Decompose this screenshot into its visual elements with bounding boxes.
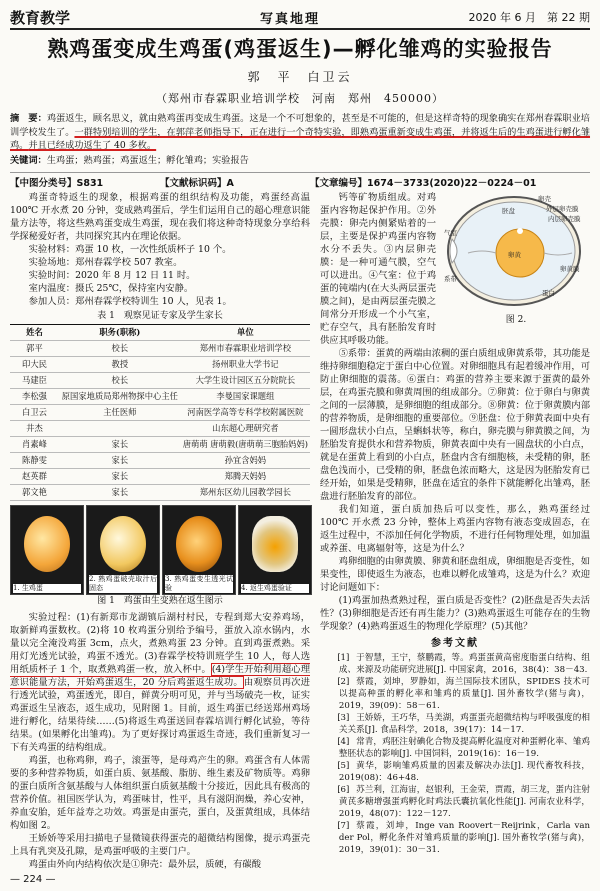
table-caption: 表 1 观察见证专家及学生家长 [97,311,223,321]
photo-caption: 1. 生鸡蛋 [13,584,81,593]
table-cell: 赵英群 [10,469,59,485]
table-row [10,373,310,389]
article-title: 熟鸡蛋变成生鸡蛋(鸡蛋返生)—孵化雏鸡的实验报告 [47,37,553,61]
reference-number: [2] [337,677,350,687]
reference-number: [3] [337,713,350,723]
reference-item [320,676,590,712]
reference-text: 苏兰利，江海宙，赵银利，王金荣，贾霞，胡三龙，蛋内注射黄芪多糖增强蛋鸡孵化时鸡法氏囊抗氧化性能[J]. 河南农业科学，2019，48(07)：122－127. [338,785,590,819]
reference-number: [4] [337,737,350,747]
photo-cooked-egg [86,505,160,595]
reference-number: [6] [337,785,350,795]
figure-1-caption: 图 1 鸡蛋由生变熟在返生图示 [97,596,223,606]
table-cell: 陈静雯 [10,453,59,469]
table-cell: 印大民 [10,357,59,373]
running-header [10,6,590,30]
photo-caption: 3. 熟鸡蛋变生透光试验 [165,575,233,592]
table-row [10,485,310,501]
table-cell: 家长 [59,437,181,453]
diagram-label: 内层卵壳膜 [548,215,581,223]
table-cell: 校长 [59,373,181,389]
process-text-c: 由观察员再次进行透光试验，鸡蛋透光，即自，鲜黄分明可见，并与当场破壳一枚，证实鸡蛋返生呈液态，返生成功，见附图 1。目前，返生鸡蛋已经送郑州鸡场进行孵化，结果待续……(5)将返生鸡蛋送回春霖培训行孵化试验，等待结果。(如果孵化出雏鸡)。为了更好探讨鸡蛋返生奇迹，我们重新复习一下有关鸡蛋的结构组成。 [10,677,310,753]
left-column [10,191,310,871]
egg-image [100,516,146,572]
page-number: — 224 — [10,874,56,885]
table-row [10,421,310,437]
table-cell: 郭平 [10,341,59,357]
table-cell: 主任医师 [59,405,181,421]
document-code: 【文献标识码】A [160,178,234,189]
table-row [10,341,310,357]
references-list [320,652,590,856]
reference-text: 王娇娇，王巧华，马美湖，鸡蛋蛋壳超微结构与呼吸强度的相关关系[J]. 食品科学，2018，39(17)：14－17. [338,713,590,735]
table-cell: 白卫云 [10,405,59,421]
reference-text: 黄华，影响雏鸡质量的因素及解决办法[J]. 现代畜牧科技，2019(08)：46+48. [338,761,590,783]
section-label: 教育教学 [10,9,71,27]
yolk-paragraph: ⑤系带：蛋黄的两端由浓稠的蛋白质组成卵黄系带，其功能是维持卵细胞稳定于蛋白中心位置。对卵细胞具有起着缓冲作用，可防止卵细胞的震荡。⑥蛋白：鸡蛋的营养主要来源于蛋黄的最外层，在鸡蛋壳膜和卵黄周围的组成部分。⑦卵黄：位于卵白与卵黄之间的一层薄膜，是卵细胞的组成部分。⑧卵黄：位于卵黄膜内部的营养物质，是卵细胞的重要部位。⑨胚盘：位于卵黄表面中央有一圆形盘状小白点，呈蝌蚪状等，称白，卵壳膜与卵黄膜之间，为胚胎发育提供水和营养物质，卵黄表面中央有一圆盘状的小白点，就是在蛋黄上看到的小白点，胚盘内含有细胞核，未受精的卵，胚盘色浅而小，已受精的卵，胚盘色浓而略大，这是因为胚胎发育已经开始，如果是受精卵，胚盘在适宜的条件下就能孵化出雏鸡，胚盘进行胚胎发育的部位。 [320,348,590,502]
photo-strip [10,505,310,593]
table-cell: 山东超心理研究者 [181,421,310,437]
photo-caption: 4. 返生鸡蛋验证 [241,584,309,593]
right-column [320,191,590,856]
diagram-label: 胚盘 [502,207,515,215]
table-header-cell: 姓名 [10,325,59,341]
process-highlight: (4)学生开始利用超心理意识能量方法，开始鸡蛋返生，20 分后鸡蛋返生成功。 [10,664,311,688]
photo-raw-egg [10,505,84,595]
reference-item [320,736,590,760]
egg-structure-figure [442,191,590,327]
article-meta [10,172,590,187]
recap-paragraph: 我们知道，蛋白质加热后可以变性，那么，熟鸡蛋经过 100℃ 开水煮 23 分钟，整体上鸡蛋内容物有液态变成固态，在返生过程中，不添加任何化学物质，不进行任何物理处理，如加温或养蛋、电离辐射等，这是为什么？ [320,504,590,554]
article-affiliation: （郑州市春霖职业培训学校 河南 郑州 450000） [156,92,444,105]
temperature-line: 室内温度：摄氏 25℃，保持室内安静。 [28,283,194,294]
reference-text: 蔡霞，刘坤，Inge van Roovert－Reijrink，Carla van der Pol，孵化条件对雏鸡质量的影响[J]. 国外畜牧学(猪与禽)，2019，39(01)：30－31. [338,821,590,855]
table-cell: 李松强 [10,389,59,405]
article-authors: 郭 平 白卫云 [247,70,353,84]
structure-paragraph: 鸡蛋，也称鸡卵，鸡子，滚蛋等，是母鸡产生的卵。鸡蛋含有人体需要的多种营养物质，如蛋白质、氨基酸、脂肪、维生素及矿物质等。鸡卵的蛋白质所含氨基酸与人体组织蛋白质氨基酸十分接近，因此具有极高的营养价值。祖国医学认为，鸡蛋味甘，性平，具有滋阴润燥，养心安神，养血安胎，延年益寿之功效。鸡蛋是由蛋壳，蛋白，及蛋黄组成，具体结构如图 2。 [10,755,310,831]
abstract-label: 摘 要： [10,113,47,124]
reference-item [320,652,590,676]
photo-light-test [162,505,236,595]
diagram-label: 卵黄膜 [560,265,580,273]
table-cell: 家长 [59,485,181,501]
photo-verification [238,505,312,595]
reference-text: 常青，鸡胚注射碘化合物及提高孵化温度对种蛋孵化率、雏鸡整胚状态的影响[J]. 中国饲料，2019(16)：16－19. [338,737,590,759]
reference-item [320,712,590,736]
egg-image [176,516,222,572]
table-row [10,437,310,453]
materials-line: 实验材料：鸡蛋 10 枚，一次性纸质杯子 10 个。 [28,244,232,255]
references-title: 参考文献 [431,638,479,649]
reference-number: [7] [337,821,350,831]
abstract-text-c: 并且已经成功返生了 40 多枚。 [28,140,157,151]
table-row [10,357,310,373]
abstract-text-a: 鸡蛋返生，顾名思义，就由熟鸡蛋再变成生鸡蛋。这是一个不可想象的，甚至是不可能的，但是这样奇特的现象确实在郑州春霖职业培训学校发生了。 [10,113,590,138]
diagram-label: 蛋白 [542,289,555,297]
table-cell: 井杰 [10,421,59,437]
germinal-disc [517,228,523,234]
table-header-row [10,325,310,341]
diagram-label: 卵黄 [508,251,521,259]
egg-image [252,516,298,572]
abstract [10,112,590,153]
keywords-label: 关键词： [10,155,47,166]
table-cell: 校长 [59,341,181,357]
questions-paragraph: 鸡卵细胞的由卵黄膜、卵黄和胚盘组成，卵细胞是否变性，如果变性，即使返生为液态，也难以孵化成雏鸡，这是为什么？欢迎讨论问题如下： [320,556,590,593]
table-header-cell: 单位 [181,325,310,341]
table-row [10,405,310,421]
egg-diagram [442,191,590,313]
table-row [10,453,310,469]
table-cell: 郑腾天妈妈 [181,469,310,485]
time-line: 实验时间：2020 年 8 月 12 日 11 时。 [28,270,196,281]
issue-label: 2020 年 6 月 第 22 期 [468,11,590,24]
reference-text: 于智慧，王宁，蔡鹏霞，等。鸡蛋蛋黄高密度脂蛋白结构、组成、来源及功能研究进展[J]. 中国家禽，2016，38(4)：38－43. [338,653,590,675]
participants-line: 参加人员：郑州春霖学校特训生 10 人，见表 1。 [28,296,232,307]
reference-number: [5] [337,761,350,771]
table-cell: 肖素峰 [10,437,59,453]
reference-item [320,760,590,784]
observer-table [10,324,310,501]
diagram-label: 气室 [444,229,457,237]
egg-image [24,516,70,572]
photo-caption: 2. 熟鸡蛋破壳取汁后固态 [89,575,157,592]
reference-item [320,820,590,856]
figure-2-caption: 图 2. [505,315,527,325]
diagram-label: 系带 [444,275,457,283]
table-row [10,389,310,405]
table-cell: 郑州东区幼儿园教学园长 [181,485,310,501]
layers-paragraph: 鸡蛋由外向内结构依次是①卵壳：最外层，质硬，有碳酸 [28,859,262,870]
diagram-label: 卵壳 [538,195,551,203]
table-cell: 马建臣 [10,373,59,389]
table-cell: 孙宜含妈妈 [181,453,310,469]
table-header-cell: 职务(职称) [59,325,181,341]
abstract-text-b: 一群特别培训的学生，在郭萍老师指导下，正在进行一个奇特实验，即熟鸡蛋重新变成生鸡蛋，并将返生后的生鸡蛋进行孵化雏鸡。 [10,126,591,151]
table-cell: 家长 [59,469,181,485]
table-body [10,341,310,501]
table-cell: 家长 [59,453,181,469]
reference-text: 蔡霞，刘坤，罗静如，海兰国际技术团队，SPIDES 技术可以提高种蛋的孵化率和雏鸡的质量[J]. 国外畜牧学(猪与禽)，2019，39(09)：58－61. [338,677,590,711]
table-cell: 原国家地质局郑州物探中心主任 [59,389,181,405]
reference-item [320,784,590,820]
keywords-text: 生鸡蛋；熟鸡蛋；鸡蛋返生；孵化雏鸡；实验报告 [46,155,249,166]
keywords [10,154,590,167]
article-number: 【文章编号】1674－3733(2020)22－0224－01 [310,178,537,189]
location-line: 实验场地：郑州春霖学校 507 教室。 [28,257,183,268]
table-cell: 扬州职业大学书记 [181,357,310,373]
table-cell: 教授 [59,357,181,373]
reference-number: [1] [337,653,350,663]
table-cell [59,421,181,437]
table-row [10,469,310,485]
table-cell: 大学生设计园区五分院院长 [181,373,310,389]
table-cell: 郑州市春霖职业培训学校 [181,341,310,357]
diagram-label: 外层卵壳膜 [546,205,579,213]
clc-number: 【中图分类号】S831 [10,178,104,189]
intro-paragraph: 鸡蛋奇特返生的现象，根据鸡蛋的组织结构及功能，鸡蛋经高温 100℃ 开水煮 20 分钟，变成熟鸡蛋后，学生们运用自己的超心理意识能量方法等，将这些熟鸡蛋变成生鸡蛋，现在我们将这种奇特现象分享给科学探秘爱好者，共同探究其内在理论依据。 [10,192,310,242]
table-cell: 唐萌萌 唐萌毅(唐萌萌三胞胎妈妈) [181,437,310,453]
table-cell: 郭文艳 [10,485,59,501]
shell-paragraph: 钙等矿物质组成。对鸡蛋内容物起保护作用。②外壳膜：卵壳内侧紧贴着的一层，主要是保护鸡蛋内容物水分不丢失。③内层卵壳膜：是一种可通气膜，空气可以进出。④气室：位于鸡蛋的钝端内(在大头两层蛋壳膜之间)，是由两层蛋壳膜之间常分开形成一个小气室，贮存空气，具有胚胎发育时供应其呼吸功能。 [320,192,436,346]
question-list: (1)鸡蛋加热煮熟过程，蛋白质是否变性？(2)胚盘是否失去活性？(3)卵细胞是否还有再生能力？(3)熟鸡蛋返生可能存在的生物学现象？(4)熟鸡蛋返生的物理化学原理？(5)其他？ [320,595,590,632]
wang-paragraph: 王娇娇等采用扫描电子显微镜获得蛋壳的超微结构图像，提示鸡蛋壳上具有乳突及孔隙，是鸡蛋呼吸的主要门户。 [10,833,310,857]
process-paragraph [10,611,310,754]
journal-name: 写真地理 [260,12,321,27]
table-cell: 河南医学高等专科学校附属医院 [181,405,310,421]
table-cell: 李曼国家课题组 [181,389,310,405]
process-text-a: 实验过程：(1)有新郑市龙湖镇后湖村村民，专程到郑大安养鸡场，取新鲜鸡蛋数枚。(2)将 10 枚鸡蛋分别给予编号，蛋放入凉水锅内，水量以完全淹没鸡蛋 3cm，点火，煮熟鸡蛋 23 分钟。直到鸡蛋煮熟。采用灯光透光试验，鸡蛋不透光。(3)春霖学校特训班学生 10 人，每人选用纸质杯子 1 个，取煮熟鸡蛋一枚，放入杯中。 [10,612,310,675]
